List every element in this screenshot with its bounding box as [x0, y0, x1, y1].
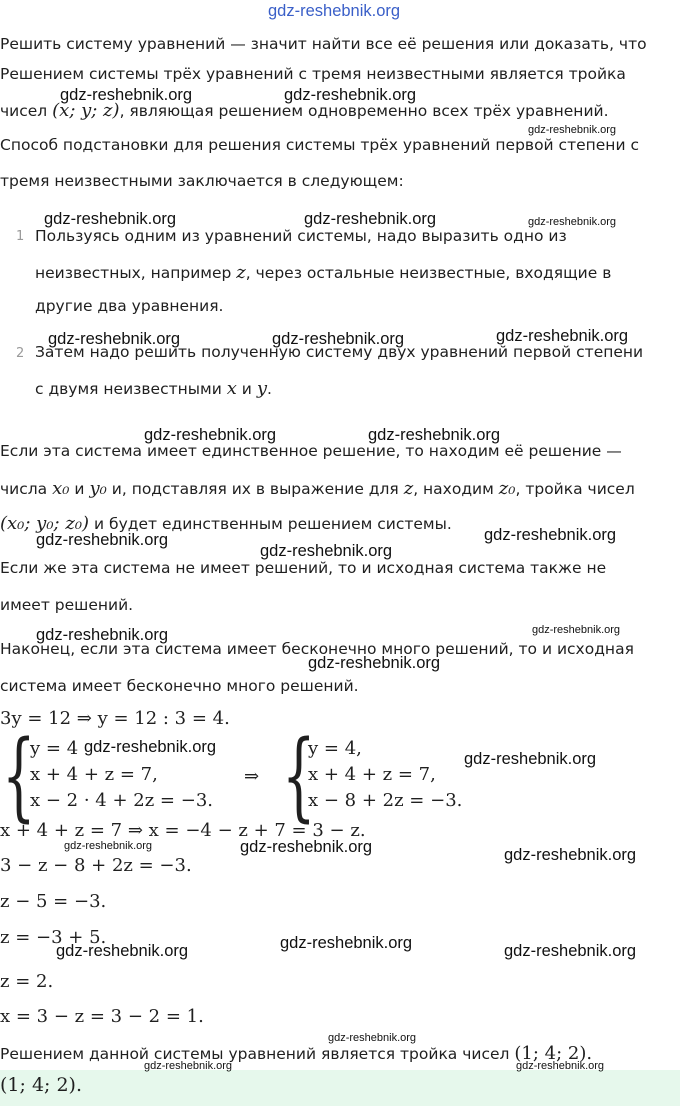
para2-text-c: , находим	[413, 480, 494, 498]
watermark: gdz-reshebnik.org	[284, 86, 417, 104]
conj-and: и	[241, 380, 252, 398]
watermark: gdz-reshebnik.org	[280, 934, 413, 952]
watermark: gdz-reshebnik.org	[56, 942, 189, 960]
watermark: gdz-reshebnik.org	[60, 86, 193, 104]
var-x: x	[226, 378, 237, 399]
intro-line-4: Способ подстановки для решения системы трёх уравнений первой степени с	[0, 136, 639, 154]
system-a-row-3: x − 2 · 4 + 2z = −3.	[30, 790, 213, 811]
step-2-line-2	[35, 378, 272, 399]
var-z: z	[236, 262, 246, 283]
watermark: gdz-reshebnik.org	[240, 838, 373, 856]
para2-line-2	[0, 478, 635, 499]
intro-line-1: Решить систему уравнений — значит найти все её решения или доказать, что	[0, 35, 647, 53]
watermark: gdz-reshebnik.org	[84, 738, 217, 756]
var-z: z	[403, 478, 414, 499]
step-1-line-2	[35, 262, 611, 283]
para2-text-d: , тройка чисел	[515, 480, 635, 498]
step-1-line-1: Пользуясь одним из уравнений системы, надо выразить одно из	[35, 227, 567, 245]
step-1-line-3: другие два уравнения.	[35, 297, 224, 315]
watermark: gdz-reshebnik.org	[144, 426, 277, 444]
system-b-row-1: y = 4,	[308, 738, 362, 759]
final-line	[0, 1043, 592, 1064]
var-x0: x₀	[52, 478, 70, 499]
var-z0: z₀	[498, 478, 516, 499]
watermark: gdz-reshebnik.org	[368, 426, 501, 444]
conj-and: и	[74, 480, 85, 498]
watermark: gdz-reshebnik.org	[532, 624, 621, 636]
intro-line-5: тремя неизвестными заключается в следующем:	[0, 172, 404, 190]
system-b-row-2: x + 4 + z = 7,	[308, 764, 436, 785]
intro-line-2: Решением системы трёх уравнений с тремя неизвестными является тройка	[0, 65, 626, 83]
watermark: gdz-reshebnik.org	[64, 840, 153, 852]
watermark: gdz-reshebnik.org	[504, 942, 637, 960]
watermark: gdz-reshebnik.org	[272, 330, 405, 348]
para3-line-1: Если же эта система не имеет решений, то и исходная система также не	[0, 559, 607, 577]
watermark: gdz-reshebnik.org	[44, 210, 177, 228]
watermark: gdz-reshebnik.org	[260, 542, 393, 560]
equation-z: z = 2.	[0, 971, 54, 992]
equation-substitute: 3 − z − 8 + 2z = −3.	[0, 855, 192, 876]
watermark: gdz-reshebnik.org	[48, 330, 181, 348]
equation-solve: z = −3 + 5.	[0, 927, 107, 948]
watermark: gdz-reshebnik.org	[496, 327, 629, 345]
period: .	[266, 380, 272, 398]
implies-arrow: ⇒	[244, 766, 260, 787]
equation-x: x = 3 − z = 3 − 2 = 1.	[0, 1006, 204, 1027]
step-number: 1	[16, 229, 25, 244]
watermark: gdz-reshebnik.org	[528, 124, 617, 136]
para4-line-2: система имеет бесконечно много решений.	[0, 677, 359, 695]
para2-text-e: и будет единственным решением системы.	[94, 515, 452, 533]
step-number: 2	[16, 346, 25, 361]
watermark: gdz-reshebnik.org	[516, 1060, 605, 1072]
step-2-line-1: Затем надо решить полученную систему двух уравнений первой степени	[35, 343, 644, 361]
equation-y: 3y = 12 ⇒ y = 12 : 3 = 4.	[0, 708, 230, 729]
equation-simplify: z − 5 = −3.	[0, 891, 107, 912]
para2-line-1: Если эта система имеет единственное решение, то находим её решение —	[0, 442, 622, 460]
step-1-text-b: , через остальные неизвестные, входящие в	[245, 264, 612, 282]
watermark: gdz-reshebnik.org	[328, 1032, 417, 1044]
watermark: gdz-reshebnik.org	[308, 654, 441, 672]
answer-value: (1; 4; 2).	[0, 1074, 83, 1096]
watermark: gdz-reshebnik.org	[484, 526, 617, 544]
answer-box	[0, 1070, 680, 1106]
watermark: gdz-reshebnik.org	[528, 216, 617, 228]
para4-line-1: Наконец, если эта система имеет бесконечно много решений, то и исходная	[0, 640, 634, 658]
equation-x-from-z: x + 4 + z = 7 ⇒ x = −4 − z + 7 = 3 − z.	[0, 820, 366, 841]
triple-xyz: (x; y; z)	[52, 100, 120, 121]
system-a-row-2: x + 4 + z = 7,	[30, 764, 158, 785]
final-triple: (1; 4; 2).	[514, 1043, 593, 1064]
para2-text-b: и, подставляя их в выражение для	[111, 480, 399, 498]
watermark: gdz-reshebnik.org	[464, 750, 597, 768]
var-y: y	[256, 378, 267, 399]
para2-text-a: числа	[0, 480, 48, 498]
watermark: gdz-reshebnik.org	[504, 846, 637, 864]
watermark: gdz-reshebnik.org	[36, 531, 169, 549]
triple-x0y0z0: (x₀; y₀; z₀)	[0, 513, 90, 534]
watermark: gdz-reshebnik.org	[36, 626, 169, 644]
system-b-row-3: x − 8 + 2z = −3.	[308, 790, 463, 811]
system-brace-right: {	[282, 720, 316, 832]
step-1-text-a: неизвестных, например	[35, 264, 232, 282]
step-2-text-a: с двумя неизвестными	[35, 380, 222, 398]
intro-line-3-start: чисел	[0, 102, 48, 120]
system-a-row-1: y = 4	[30, 738, 79, 759]
watermark: gdz-reshebnik.org	[304, 210, 437, 228]
para3-line-2: имеет решений.	[0, 596, 134, 614]
final-text: Решением данной системы уравнений является тройка чисел	[0, 1045, 510, 1063]
watermark: gdz-reshebnik.org	[144, 1060, 233, 1072]
var-y0: y₀	[89, 478, 107, 499]
site-header-link[interactable]: gdz-reshebnik.org	[268, 2, 401, 20]
intro-line-3-end: , являющая решением одновременно всех трёх уравнений.	[119, 102, 609, 120]
system-brace-left: {	[2, 720, 36, 832]
